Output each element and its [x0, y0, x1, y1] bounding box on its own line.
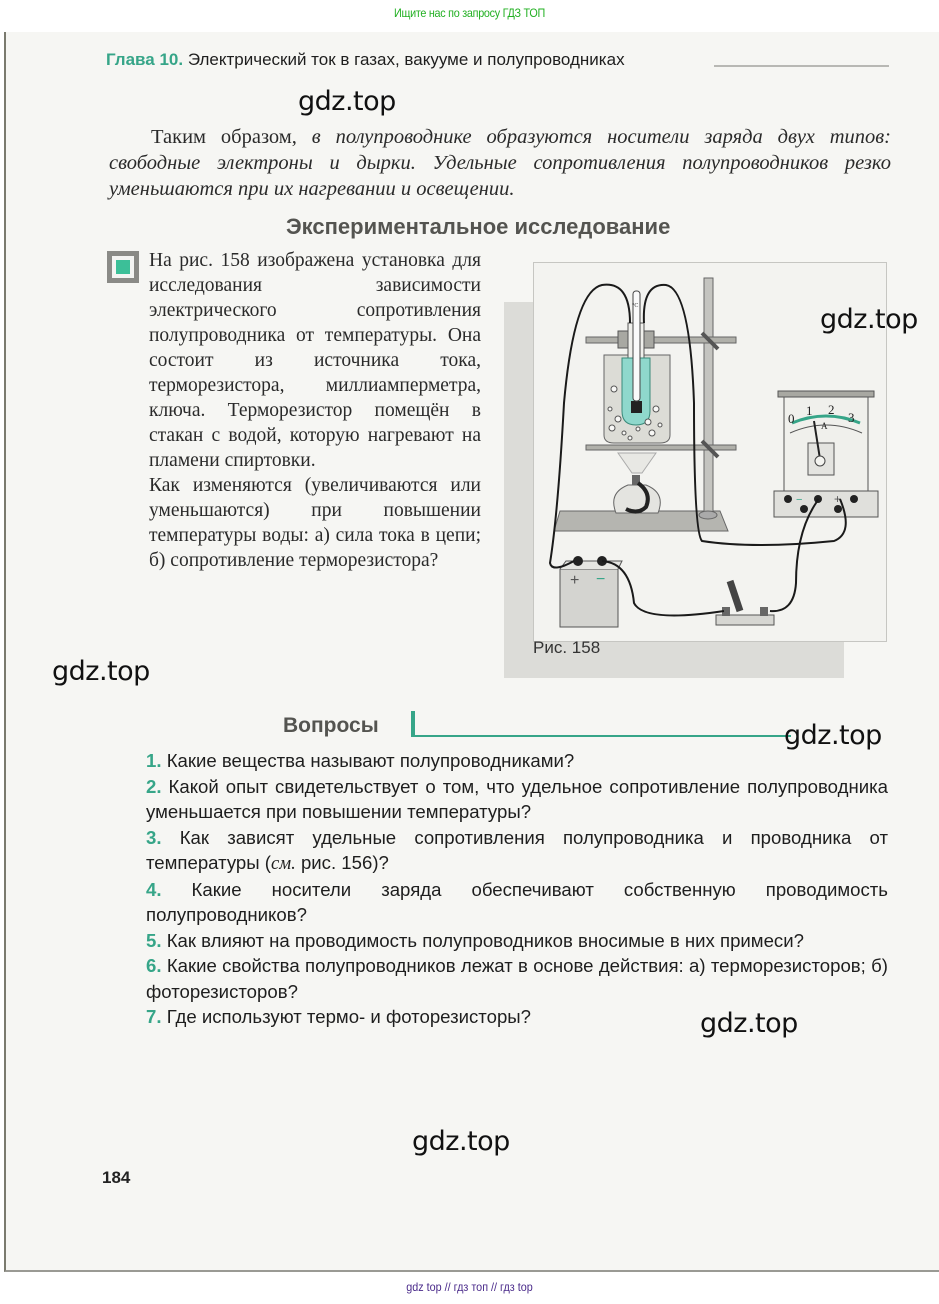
header-rule	[714, 65, 889, 67]
milliammeter	[774, 391, 878, 517]
watermark: gdz.top	[820, 304, 918, 335]
flame	[618, 453, 656, 473]
experiment-question: Как изменяются (увеличиваются или уменьшаются) при повышении температуры воды: а) сила тока в цепи; б) сопротивление терморезистора?	[149, 475, 481, 571]
textbook-page	[4, 32, 939, 1272]
question-item: 5. Как влияют на проводимость полупроводников вносимые в них примеси?	[146, 929, 804, 951]
battery	[560, 556, 622, 627]
svg-text:−: −	[596, 571, 606, 588]
experiment-description: На рис. 158 изображена установка для исследования зависимости электрического сопротивления полупроводника от температуры. Она состоит из источника тока, терморезистора, миллиамперметра, ключа. Терморезистор помещён в стакан с водой, которую нагревают на пламени спиртовки.	[149, 250, 481, 471]
summary-paragraph	[109, 124, 891, 202]
watermark: gdz.top	[298, 86, 396, 117]
top-search-banner[interactable]: Ищите нас по запросу ГДЗ ТОП	[393, 6, 546, 20]
watermark: gdz.top	[700, 1008, 798, 1039]
questions-rule	[411, 735, 791, 737]
summary-italic: в полупроводнике образуются носители заряда двух типов: свободные электроны и дырки. Удельные сопротивления полупроводников резко уменьшаются при их нагревании и освещении.	[109, 126, 891, 200]
section-title-experiment: Экспериментальное исследование	[286, 214, 671, 239]
watermark: gdz.top	[412, 1126, 510, 1157]
figure-caption: Рис. 158	[533, 638, 601, 657]
task-square-icon	[107, 251, 139, 283]
question-item: 3. Как зависят удельные сопротивления полупроводника и проводника от температуры (см. рис. 156)?	[146, 826, 888, 874]
watermark: gdz.top	[52, 656, 150, 687]
page-number: 184	[102, 1168, 131, 1187]
stand-rod	[704, 278, 713, 516]
question-item: 2. Какой опыт свидетельствует о том, что удельное сопротивление полупроводника уменьшается при повышении температуры?	[146, 775, 888, 822]
svg-text:0: 0	[788, 411, 795, 426]
svg-text:°C: °C	[632, 303, 639, 309]
svg-text:3: 3	[848, 410, 855, 425]
summary-plain: Таким образом,	[151, 126, 312, 148]
svg-text:+: +	[570, 572, 580, 589]
question-item: 1. Какие вещества называют полупроводниками?	[146, 750, 575, 771]
questions-bar	[411, 711, 415, 737]
spirit-lamp	[614, 485, 661, 513]
svg-text:+: +	[834, 492, 842, 506]
chapter-number: Глава 10.	[106, 50, 184, 69]
thermistor	[631, 401, 642, 413]
bottom-links-banner[interactable]: gdz top // гдз топ // гдз top	[406, 1280, 533, 1294]
watermark: gdz.top	[784, 720, 882, 751]
chapter-header	[106, 50, 625, 70]
chapter-title: Электрический ток в газах, вакууме и полупроводниках	[187, 50, 625, 69]
question-item: 6. Какие свойства полупроводников лежат в основе действия: а) терморезисторов; б) фоторезисторов?	[146, 955, 888, 1002]
experiment-text	[149, 248, 481, 573]
questions-title: Вопросы	[283, 714, 379, 737]
svg-text:−: −	[796, 494, 803, 506]
key-switch	[716, 581, 774, 625]
svg-text:2: 2	[828, 402, 835, 417]
questions-list	[146, 748, 888, 1030]
svg-text:A: A	[821, 421, 828, 431]
question-item: 4. Какие носители заряда обеспечивают собственную проводимость полупроводников?	[146, 878, 888, 925]
question-item: 7. Где используют термо- и фоторезисторы?	[146, 1006, 531, 1027]
svg-text:1: 1	[806, 403, 813, 418]
